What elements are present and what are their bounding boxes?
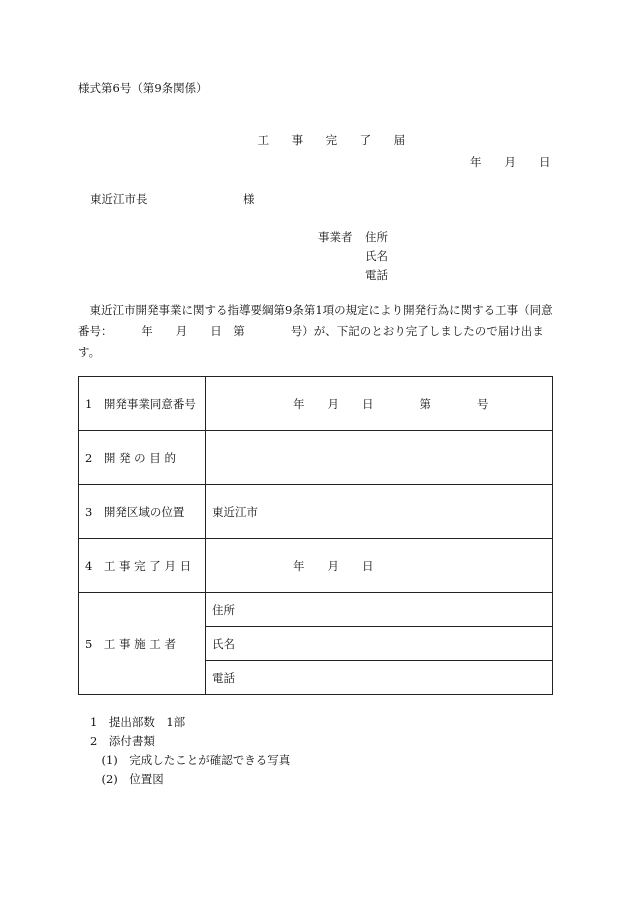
addressee: 東近江市長	[90, 192, 148, 206]
title-char: 届	[393, 133, 406, 147]
title-char: 完	[325, 133, 338, 147]
contractor-phone-label: 電話	[206, 661, 553, 695]
note-item: (1) 完成したことが確認できる写真	[90, 753, 291, 767]
table-row	[79, 593, 553, 627]
contractor-name-label: 氏名	[206, 627, 553, 661]
applicant-label: 事業者	[318, 230, 353, 244]
body-paragraph: 東近江市開発事業に関する指導要綱第9条第1項の規定により開発行為に関する工事（同意番号： 年 月 日 第 号）が、下記のとおり完了しましたので届け出ます。	[78, 303, 553, 359]
row-value: 年 月 日 第 号	[206, 377, 553, 431]
date-line: 年 月 日	[470, 155, 551, 169]
row-label: 3 開発区域の位置	[79, 485, 206, 539]
row-label: 4 工 事 完 了 月 日	[79, 539, 206, 593]
applicant-name-label: 氏名	[365, 249, 388, 263]
completion-table	[78, 376, 553, 695]
table-row	[79, 485, 553, 539]
note-item: 2 添付書類	[90, 734, 155, 748]
form-reference: 様式第6号（第9条関係）	[78, 81, 208, 95]
contractor-address-label: 住所	[206, 593, 553, 627]
title-char: 了	[359, 133, 372, 147]
row-value: 年 月 日	[206, 539, 553, 593]
row-label: 1 開発事業同意番号	[79, 377, 206, 431]
note-item: (2) 位置図	[90, 772, 164, 786]
table-row	[79, 377, 553, 431]
row-label: 5 工 事 施 工 者	[79, 593, 206, 695]
document-title	[243, 119, 428, 161]
note-item: 1 提出部数 1部	[90, 715, 186, 729]
applicant-address-label: 住所	[365, 230, 388, 244]
row-label: 2 開 発 の 目 的	[79, 431, 206, 485]
title-char: 工	[257, 133, 270, 147]
addressee-honorific: 様	[243, 192, 255, 206]
table-row	[79, 431, 553, 485]
applicant-phone-label: 電話	[365, 268, 388, 282]
title-char: 事	[291, 133, 304, 147]
table-row	[79, 539, 553, 593]
row-value: 東近江市	[206, 485, 553, 539]
row-value	[206, 431, 553, 485]
